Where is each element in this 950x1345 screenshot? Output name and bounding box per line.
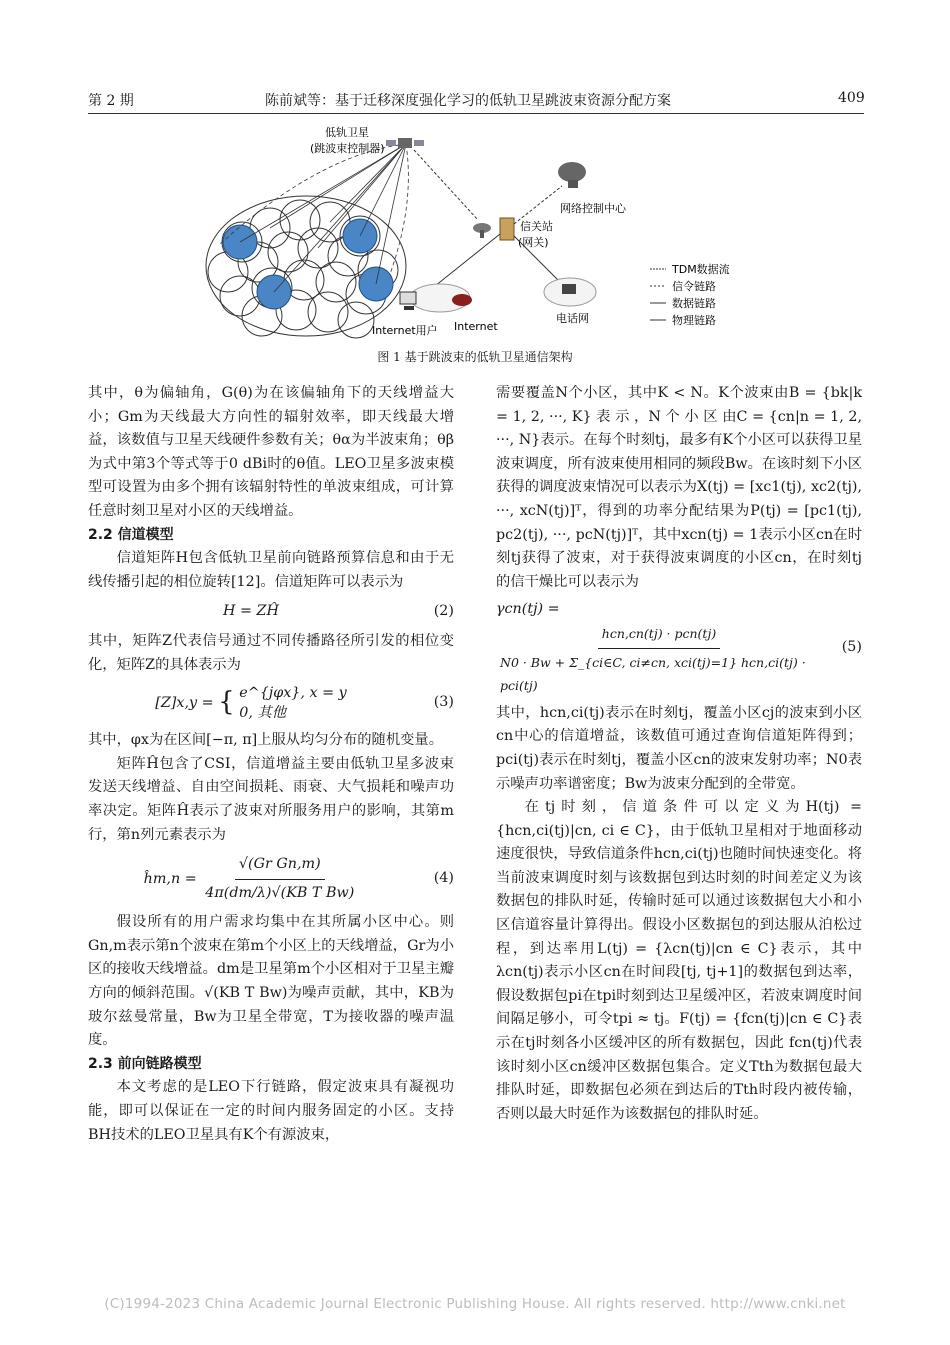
equation-number: (2) (433, 603, 454, 620)
router-icon (452, 294, 472, 306)
legend-item-physical: 物理链路 (672, 314, 716, 327)
paragraph: 信道矩阵H包含低轨卫星前向链路预算信息和由于无线传播引起的相位旋转[12]。信道矩阵可以表示为 (88, 550, 454, 590)
paragraph: 需要覆盖N个小区，其中K < N。K个波束由B = {bk|k = 1, 2, ···, K} 表 示 ，N 个 小 区 由C = {cn|n = 1, 2, ···, N}表示。在每个时刻tj，最多有K个小区可以获得卫星波束调度，所有波束使用相同的频段Bw。在该时刻下小区获得的调度波束情况可以表示为X(tj) = [xc1(tj), xc2(tj), ···, xcN(tj)]ᵀ，得到的功率分配结果为P(tj) = [pc1(tj), pc2(tj), ···, pcN(tj)]ᵀ，其中xcn(tj) = 1表示小区cn在时刻tj获得了波束，对于获得波束调度的小区cn，在时刻tj的信干燥比可以表示为 (496, 385, 862, 590)
left-column (88, 382, 454, 1147)
satellite-label: 低轨卫星 (325, 126, 369, 139)
ncc-dish-icon (558, 162, 586, 188)
equation-body: H = ZĤ (223, 603, 279, 620)
fraction (496, 622, 822, 698)
equation-4 (88, 853, 454, 905)
denominator: 4π(dm/λ)√(KB T Bw) (205, 884, 355, 901)
equation-number: (3) (433, 694, 454, 711)
equation-lhs: ĥm,n = (143, 871, 197, 888)
copyright-footer: (C)1994-2023 China Academic Journal Electronic Publishing House. All rights reserved. http://www.cnki.net (104, 1296, 846, 1312)
section-heading-2-3: 2.3 前向链路模型 (88, 1055, 202, 1072)
equation-2 (88, 600, 454, 624)
right-column (496, 382, 862, 1126)
active-beam-cells (223, 219, 393, 309)
signaling-link (514, 186, 562, 224)
paragraph: 其中，φx为在区间[−π, π]上服从均匀分布的随机变量。 (88, 732, 444, 749)
ground-antenna-icon (473, 223, 491, 238)
paragraph: 矩阵Ĥ包含了CSI，信道增益主要由低轨卫星多波束发送天线增益、自由空间损耗、雨衰、大气损耗和噪声功率决定。矩阵Ĥ表示了波束对所服务用户的影响，其第m行，第n列元素表示为 (88, 755, 454, 843)
computer-icon (400, 292, 416, 310)
legend (650, 262, 730, 327)
case-1: e^{jφx}, x = y (239, 685, 347, 702)
equation-number: (4) (433, 870, 454, 887)
internet-label: Internet (454, 320, 498, 333)
numerator: √(Gr Gn,m) (235, 853, 325, 880)
denominator: N0 · Bw + Σ_{ci∈C, ci≠cn, xci(tj)=1} hcn,ci(tj) · pci(tj) (500, 654, 806, 694)
equation-lhs: γcn(tj) = (496, 601, 560, 618)
paragraph: 假设所有的用户需求均集中在其所属小区中心。则Gn,m表示第n个波束在第m个小区上的天线增益，Gr为小区的接收天线增益。dm是卫星第m个小区相对于卫星主瓣方向的倾斜范围。√(KB T Bw)为噪声贡献，其中，KB为玻尔兹曼常量，Bw为卫星全带宽，T为接收器的噪声温度。 (88, 914, 454, 1049)
page-number: 409 (838, 90, 865, 106)
legend-item-tdm: TDM数据流 (672, 263, 730, 276)
legend-item-signaling: 信令链路 (672, 280, 716, 293)
fraction (201, 853, 358, 905)
header-rule (88, 113, 864, 114)
telephone-icon (562, 284, 576, 294)
article-title: 陈前斌等：基于迁移深度强化学习的低轨卫星跳波束资源分配方案 (265, 93, 671, 109)
equation-3 (88, 683, 454, 723)
paragraph: 在tj时刻，信道条件可以定义为H(tj) = {hcn,ci(tj)|cn, ci ∈ C}，由于低轨卫星相对于地面移动速度很快，导致信道条件hcn,ci(tj)也随时间快速变化。将当前波束调度时刻与该数据包到达时刻的时间差定义为该数据包的排队时延，传输时延可以通过该数据包大小和小区信道容量计算得出。假设小区数据包的到达服从泊松过程，到达率用L(tj) = {λcn(tj)|cn ∈ C}表示，其中λcn(tj)表示小区cn在时间段[tj, tj+1]的数据包到达率，假设数据包pi在tpi时刻到达卫星缓冲区，若波束调度时间间隔足够小，可令tpi ≈ tj。F(tj) = {fcn(tj)|cn ∈ C}表示在tj时刻各小区缓冲区的所有数据包，因此 fcn(tj)代表该时刻小区cn缓冲区数据包集合。定义Tth为数据包最大排队时延，即数据包必须在到达后的Tth时段内被传输，否则以最大时延作为该数据包的排队时延。 (496, 799, 862, 1122)
architecture-figure (200, 124, 760, 346)
ncc-label: 网络控制中心 (560, 202, 626, 215)
figure-caption: 图 1 基于跳波束的低轨卫星通信架构 (377, 350, 573, 364)
issue-number: 第 2 期 (88, 93, 134, 109)
numerator: hcn,cn(tj) · pcn(tj) (598, 622, 720, 649)
equation-5 (496, 598, 862, 697)
tdm-link (414, 150, 478, 220)
phone-network-label: 电话网 (556, 312, 589, 325)
physical-link (430, 234, 500, 290)
equation-number: (5) (841, 639, 862, 656)
equation-lhs: [Z]x,y = (155, 695, 214, 712)
satellite-sublabel: (跳波束控制器) (310, 142, 385, 155)
internet-user-label: Internet用户 (372, 324, 438, 337)
case-2: 0, 其他 (239, 705, 287, 722)
paragraph: 其中，矩阵Z代表信号通过不同传播路径所引发的相位变化，矩阵Z的具体表示为 (88, 632, 454, 673)
beam-envelope (390, 144, 408, 274)
paragraph: 其中，hcn,ci(tj)表示在时刻tj，覆盖小区cj的波束到小区cn中心的信道增益，该数值可通过查询信道矩阵得到；pci(tj)表示在时刻tj，覆盖小区cn的波束发射功率；N0表示噪声功率谱密度；Bw为波束分配到的全带宽。 (496, 704, 862, 792)
paragraph: 本文考虑的是LEO下行链路，假定波束具有凝视功能，即可以保证在一定的时间内服务固定的小区。支持BH技术的LEO卫星具有K个有源波束， (88, 1079, 454, 1143)
gateway-label: 信关站 (520, 220, 553, 233)
gateway-sublabel: (网关) (518, 236, 549, 249)
gateway-icon (500, 218, 514, 240)
legend-item-data: 数据链路 (672, 297, 716, 310)
section-heading-2-2: 2.2 信道模型 (88, 526, 174, 543)
brace-icon: { (218, 687, 235, 718)
paragraph: 其中，θ为偏轴角，G(θ)为在该偏轴角下的天线增益大小；Gm为天线最大方向性的辐射效率，即天线最大增益，该数值与卫星天线硬件参数有关；θα为半波束角；θβ为式中第3个等式等于0 dBi时的θ值。LEO卫星多波束模型可设置为由多个拥有该辐射特性的单波束组成，可计算任意时刻卫星对小区的天线增益。 (88, 385, 454, 519)
